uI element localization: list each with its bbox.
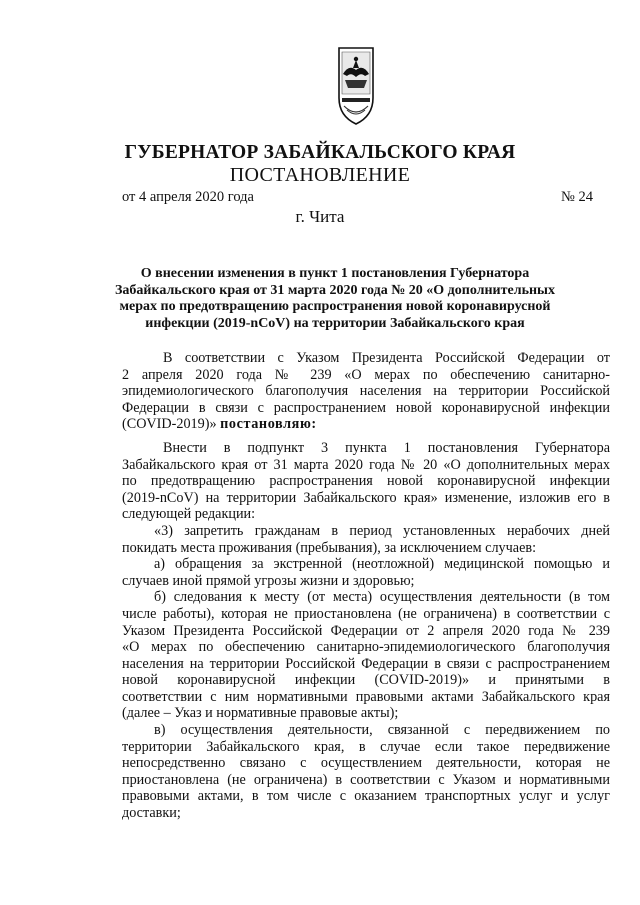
heading-line: мерах по предотвращению распространения новой коронавирусной [119, 299, 551, 315]
text-line: Внести в подпункт 3 пункта 1 постановления Губернатора [163, 439, 610, 456]
document-type: ПОСТАНОВЛЕНИЕ [229, 164, 411, 186]
document-number: № 24 [561, 189, 593, 205]
text-line: покидать места проживания (пребывания), за исключением случаев: [122, 539, 537, 556]
heading-line: Забайкальского края от 31 марта 2020 года № 20 «О дополнительных [115, 282, 555, 298]
paragraph-subitem-v [122, 722, 610, 822]
text-line: случаев иной прямой угрозы жизни и здоровью; [122, 572, 415, 589]
text-line: «3) запретить гражданам в период установленных нерабочих дней [154, 522, 610, 539]
text-line: эпидемиологического благополучия населения на территории Российской [122, 383, 610, 400]
text-line: числе работы), которая не приостановлена (не ограничена) в соответствии с [122, 605, 610, 622]
document-city: г. Чита [295, 207, 345, 226]
text-line: Федерации в связи с распространением новой коронавирусной инфекции [122, 399, 610, 416]
text-line: непосредственно связано с осуществлением деятельности, которая не [122, 755, 610, 772]
paragraph-subitem-a [122, 556, 610, 589]
coat-of-arms-icon [331, 44, 381, 128]
text-line: территории Забайкальского края, в случае если такое передвижение [122, 738, 610, 755]
text-line [122, 416, 610, 433]
heading-line: О внесении изменения в пункт 1 постановления Губернатора [140, 266, 530, 281]
text-line: по предотвращению распространения новой коронавирусной инфекции [122, 473, 610, 490]
paragraph-subitem-b [122, 589, 610, 722]
text-line: следующей редакции: [122, 506, 256, 523]
text-line: приостановлена (не ограничена) в соответствии с Указом и нормативными [122, 771, 610, 788]
text-line: (2019-nCoV) на территории Забайкальского края» изменение, изложив его в [122, 489, 610, 506]
text-fragment: (COVID-2019)» [122, 416, 217, 433]
paragraph-amendment [122, 440, 610, 523]
issuer-title: ГУБЕРНАТОР ЗАБАЙКАЛЬСКОГО КРАЯ [124, 142, 516, 163]
text-line: правовыми актами, в том числе с оказанием транспортных услуг и услуг [122, 788, 610, 805]
text-line: Указом Президента Российской Федерации от 2 апреля 2020 года № 239 [122, 622, 610, 639]
text-line: 2 апреля 2020 года № 239 «О мерах по обеспечению санитарно- [122, 366, 610, 383]
document-body [122, 350, 610, 822]
document-date: от 4 апреля 2020 года [122, 189, 254, 205]
text-line: В соответствии с Указом Президента Российской Федерации от [163, 350, 610, 366]
text-line: соответствии с ним нормативными правовыми актами Забайкальского края [122, 688, 610, 705]
document-heading [100, 266, 570, 332]
paragraph-item-3 [122, 523, 610, 556]
text-line: Забайкальского края от 31 марта 2020 года № 20 «О дополнительных мерах [122, 456, 610, 473]
heading-line: инфекции (2019-nCoV) на территории Забайкальского края [145, 315, 525, 331]
text-line: населения на территории Российской Федерации в связи с распространением [122, 655, 610, 672]
text-line: а) обращения за экстренной (неотложной) медицинской помощью и [154, 556, 610, 573]
text-line: (далее – Указ и нормативные правовые акты); [122, 705, 399, 722]
text-line: в) осуществления деятельности, связанной с передвижением по [154, 722, 610, 739]
text-line: «О мерах по обеспечению санитарно-эпидемиологического благополучия [122, 639, 610, 656]
resolution-keyword: постановляю: [220, 416, 317, 433]
text-line: доставки; [122, 805, 181, 822]
text-line: новой коронавирусной инфекции (COVID-2019)» и принятыми в [122, 672, 610, 689]
text-line: б) следования к месту (от места) осуществления деятельности (в том [154, 589, 610, 606]
paragraph-preamble [122, 350, 610, 433]
